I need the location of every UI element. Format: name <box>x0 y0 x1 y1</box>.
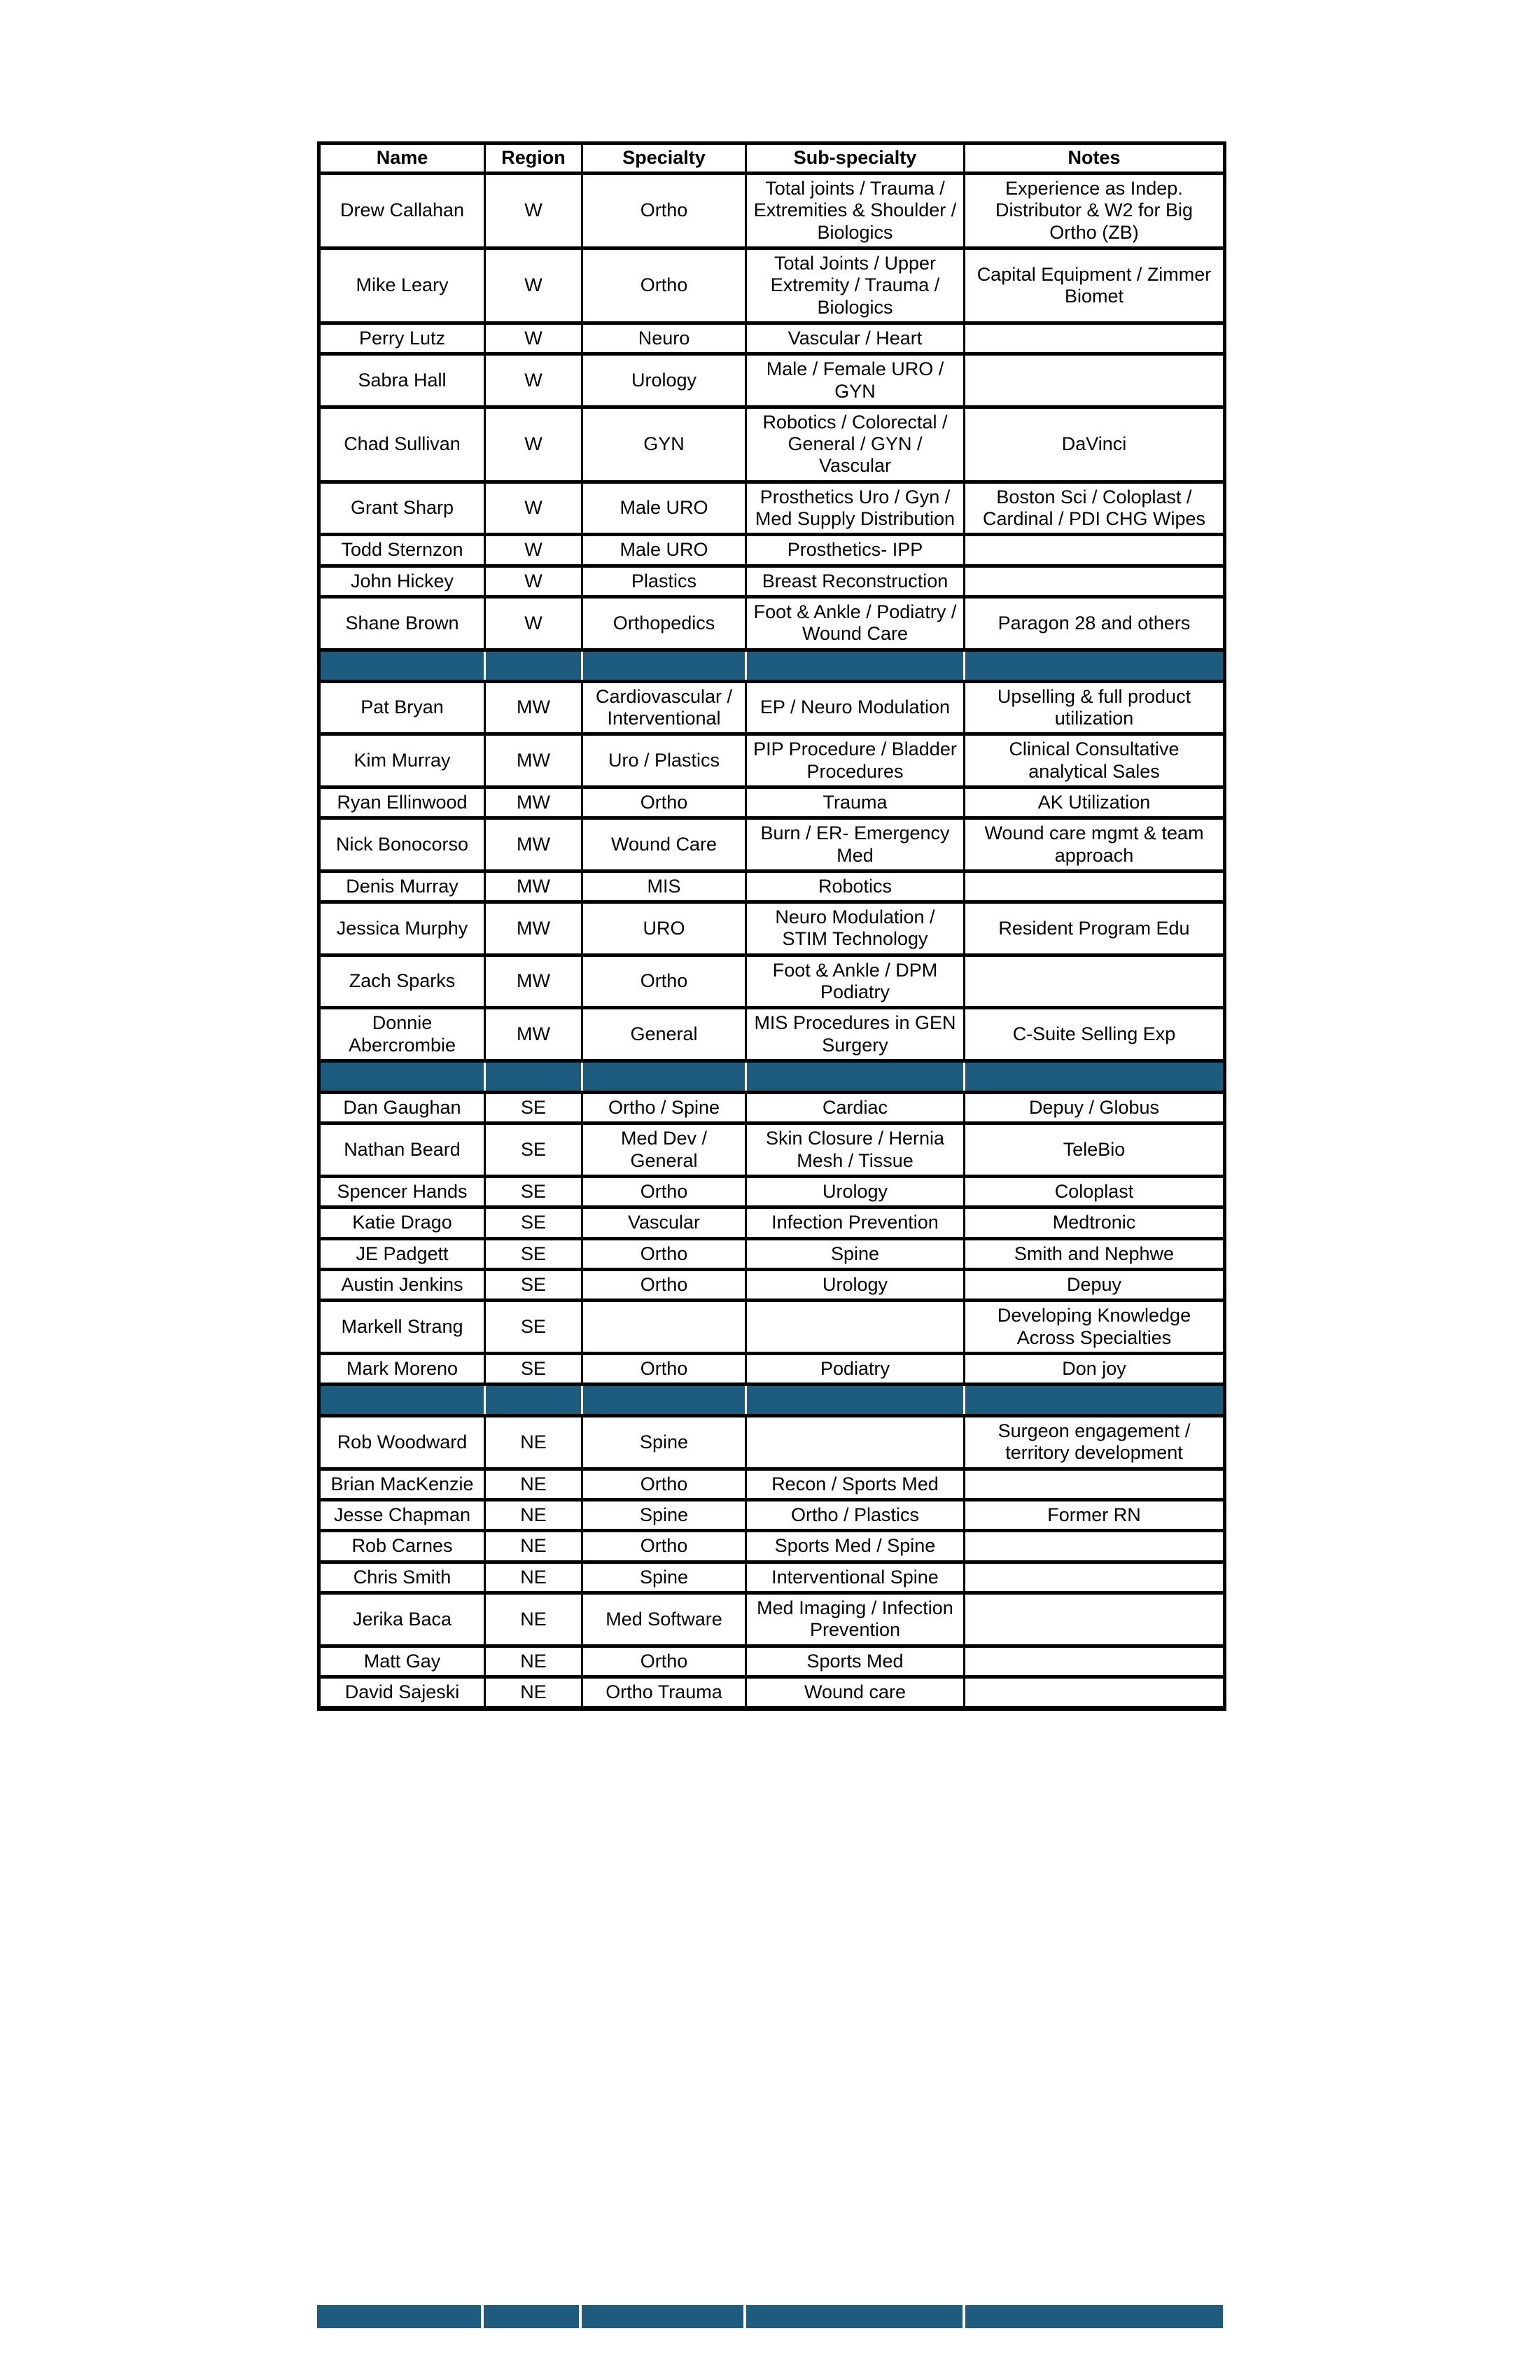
divider-cell <box>746 1061 965 1093</box>
cell-specialty: Ortho <box>582 1238 746 1269</box>
cell-specialty: Wound Care <box>582 818 746 872</box>
cell-name: Mike Leary <box>319 248 485 323</box>
cell-name: Todd Sternzon <box>319 535 485 566</box>
cell-region: W <box>485 535 582 566</box>
cell-sub-specialty: Vascular / Heart <box>746 323 965 354</box>
cell-region: W <box>485 323 582 354</box>
cell-sub-specialty: Spine <box>746 1238 965 1269</box>
cell-notes <box>965 1646 1225 1676</box>
cell-specialty: URO <box>582 902 746 955</box>
cell-sub-specialty: Foot & Ankle / DPM Podiatry <box>746 955 965 1008</box>
cell-notes: C-Suite Selling Exp <box>965 1008 1225 1061</box>
column-header-region: Region <box>485 144 582 174</box>
divider-cell <box>485 1061 582 1093</box>
cell-sub-specialty: Trauma <box>746 787 965 818</box>
cell-region: NE <box>485 1676 582 1708</box>
divider-cell <box>582 1061 746 1093</box>
cell-name: Sabra Hall <box>319 354 485 407</box>
table-row <box>319 354 1225 407</box>
cell-notes <box>965 1676 1225 1708</box>
cell-specialty: Cardiovascular / Interventional <box>582 681 746 734</box>
cell-sub-specialty: Foot & Ankle / Podiatry / Wound Care <box>746 597 965 650</box>
table-row <box>319 1124 1225 1177</box>
cell-specialty: Ortho <box>582 1176 746 1207</box>
cell-notes: TeleBio <box>965 1124 1225 1177</box>
table-row <box>319 1646 1225 1676</box>
cell-specialty: Ortho <box>582 1353 746 1384</box>
cell-sub-specialty: Ortho / Plastics <box>746 1500 965 1531</box>
divider-cell <box>319 650 485 681</box>
cell-region: NE <box>485 1416 582 1469</box>
cell-name: Ryan Ellinwood <box>319 787 485 818</box>
table-row <box>319 1562 1225 1592</box>
cell-notes <box>965 871 1225 902</box>
cell-name: Grant Sharp <box>319 482 485 535</box>
cell-sub-specialty: Total joints / Trauma / Extremities & Shoulder / Biologics <box>746 174 965 248</box>
cell-region: NE <box>485 1531 582 1562</box>
cell-name: Dan Gaughan <box>319 1093 485 1124</box>
cell-notes <box>965 1531 1225 1562</box>
cell-notes <box>965 1469 1225 1499</box>
cell-specialty: Neuro <box>582 323 746 354</box>
cell-region: W <box>485 482 582 535</box>
cell-notes <box>965 955 1225 1008</box>
column-header-name: Name <box>319 144 485 174</box>
table-row <box>319 1353 1225 1384</box>
cell-specialty: Ortho <box>582 1531 746 1562</box>
roster-table <box>317 141 1226 1711</box>
cell-name: Jerika Baca <box>319 1593 485 1646</box>
cell-name: JE Padgett <box>319 1238 485 1269</box>
cell-sub-specialty: Urology <box>746 1269 965 1300</box>
cell-sub-specialty: Breast Reconstruction <box>746 566 965 596</box>
cell-notes: Wound care mgmt & team approach <box>965 818 1225 872</box>
cell-sub-specialty: Infection Prevention <box>746 1208 965 1238</box>
table-row <box>319 818 1225 872</box>
cell-name: Shane Brown <box>319 597 485 650</box>
table-row <box>319 535 1225 566</box>
divider-cell <box>319 1385 485 1416</box>
cell-name: Chris Smith <box>319 1562 485 1592</box>
cell-sub-specialty: Cardiac <box>746 1093 965 1124</box>
cell-sub-specialty: Recon / Sports Med <box>746 1469 965 1499</box>
cell-specialty: Med Software <box>582 1593 746 1646</box>
cell-region: MW <box>485 902 582 955</box>
divider-segment <box>746 2305 962 2328</box>
table-row <box>319 566 1225 596</box>
cell-region: NE <box>485 1562 582 1592</box>
cell-specialty: Med Dev / General <box>582 1124 746 1177</box>
divider-segment <box>484 2305 579 2328</box>
divider-cell <box>319 1061 485 1093</box>
table-row <box>319 597 1225 650</box>
section-divider-row <box>319 650 1225 681</box>
cell-name: Katie Drago <box>319 1208 485 1238</box>
cell-name: Kim Murray <box>319 734 485 788</box>
cell-specialty: Ortho <box>582 787 746 818</box>
bottom-section-divider-bar <box>317 2305 1223 2328</box>
column-header-notes: Notes <box>965 144 1225 174</box>
cell-sub-specialty: EP / Neuro Modulation <box>746 681 965 734</box>
header-row <box>319 144 1225 174</box>
cell-notes: DaVinci <box>965 407 1225 482</box>
cell-region: SE <box>485 1208 582 1238</box>
cell-sub-specialty: Podiatry <box>746 1353 965 1384</box>
cell-region: MW <box>485 681 582 734</box>
cell-specialty <box>582 1301 746 1354</box>
cell-name: Brian MacKenzie <box>319 1469 485 1499</box>
cell-name: Austin Jenkins <box>319 1269 485 1300</box>
divider-segment <box>965 2305 1223 2328</box>
cell-name: Nick Bonocorso <box>319 818 485 872</box>
divider-cell <box>965 650 1225 681</box>
divider-cell <box>965 1385 1225 1416</box>
cell-notes: Coloplast <box>965 1176 1225 1207</box>
cell-notes: AK Utilization <box>965 787 1225 818</box>
cell-sub-specialty: Prosthetics Uro / Gyn / Med Supply Distribution <box>746 482 965 535</box>
cell-region: MW <box>485 818 582 872</box>
cell-name: Matt Gay <box>319 1646 485 1676</box>
table-row <box>319 407 1225 482</box>
cell-notes: Resident Program Edu <box>965 902 1225 955</box>
table-row <box>319 902 1225 955</box>
cell-name: Donnie Abercrombie <box>319 1008 485 1061</box>
cell-notes: Former RN <box>965 1500 1225 1531</box>
cell-specialty: Plastics <box>582 566 746 596</box>
table-row <box>319 1093 1225 1124</box>
cell-region: MW <box>485 787 582 818</box>
cell-sub-specialty: Total Joints / Upper Extremity / Trauma / Biologics <box>746 248 965 323</box>
cell-region: SE <box>485 1269 582 1300</box>
cell-sub-specialty: Skin Closure / Hernia Mesh / Tissue <box>746 1124 965 1177</box>
cell-sub-specialty <box>746 1301 965 1354</box>
cell-specialty: Ortho <box>582 1469 746 1499</box>
cell-specialty: Ortho <box>582 1646 746 1676</box>
cell-sub-specialty: Prosthetics- IPP <box>746 535 965 566</box>
table-row <box>319 1208 1225 1238</box>
cell-sub-specialty: Urology <box>746 1176 965 1207</box>
cell-sub-specialty: Robotics <box>746 871 965 902</box>
cell-sub-specialty: Sports Med <box>746 1646 965 1676</box>
cell-notes <box>965 535 1225 566</box>
table-row <box>319 1269 1225 1300</box>
cell-name: David Sajeski <box>319 1676 485 1708</box>
cell-name: Drew Callahan <box>319 174 485 248</box>
cell-notes: Boston Sci / Coloplast / Cardinal / PDI CHG Wipes <box>965 482 1225 535</box>
cell-notes <box>965 354 1225 407</box>
cell-name: Rob Carnes <box>319 1531 485 1562</box>
cell-sub-specialty: Burn / ER- Emergency Med <box>746 818 965 872</box>
cell-sub-specialty: PIP Procedure / Bladder Procedures <box>746 734 965 788</box>
cell-notes: Paragon 28 and others <box>965 597 1225 650</box>
cell-region: W <box>485 354 582 407</box>
table-row <box>319 734 1225 788</box>
cell-region: NE <box>485 1593 582 1646</box>
table-row <box>319 482 1225 535</box>
cell-region: SE <box>485 1353 582 1384</box>
cell-specialty: Urology <box>582 354 746 407</box>
divider-segment <box>582 2305 743 2328</box>
column-header-sub-specialty: Sub-specialty <box>746 144 965 174</box>
table-row <box>319 1469 1225 1499</box>
cell-name: Jessica Murphy <box>319 902 485 955</box>
table-body <box>319 174 1225 1709</box>
cell-notes <box>965 323 1225 354</box>
cell-specialty: Ortho Trauma <box>582 1676 746 1708</box>
cell-region: SE <box>485 1124 582 1177</box>
table-row <box>319 1593 1225 1646</box>
cell-specialty: MIS <box>582 871 746 902</box>
cell-region: W <box>485 248 582 323</box>
table-row <box>319 1301 1225 1354</box>
divider-cell <box>746 650 965 681</box>
cell-notes: Don joy <box>965 1353 1225 1384</box>
cell-notes: Experience as Indep. Distributor & W2 for Big Ortho (ZB) <box>965 174 1225 248</box>
cell-sub-specialty <box>746 1416 965 1469</box>
cell-region: NE <box>485 1500 582 1531</box>
cell-region: MW <box>485 955 582 1008</box>
cell-sub-specialty: MIS Procedures in GEN Surgery <box>746 1008 965 1061</box>
cell-name: Chad Sullivan <box>319 407 485 482</box>
cell-notes: Clinical Consultative analytical Sales <box>965 734 1225 788</box>
divider-cell <box>965 1061 1225 1093</box>
cell-sub-specialty: Neuro Modulation / STIM Technology <box>746 902 965 955</box>
cell-specialty: Spine <box>582 1416 746 1469</box>
cell-name: Markell Strang <box>319 1301 485 1354</box>
divider-cell <box>582 1385 746 1416</box>
table-row <box>319 1676 1225 1708</box>
cell-specialty: Orthopedics <box>582 597 746 650</box>
divider-cell <box>485 650 582 681</box>
cell-region: NE <box>485 1646 582 1676</box>
cell-name: Denis Murray <box>319 871 485 902</box>
cell-notes <box>965 566 1225 596</box>
table-row <box>319 871 1225 902</box>
section-divider-row <box>319 1061 1225 1093</box>
cell-notes: Smith and Nephwe <box>965 1238 1225 1269</box>
divider-segment <box>317 2305 481 2328</box>
cell-name: Spencer Hands <box>319 1176 485 1207</box>
cell-region: W <box>485 174 582 248</box>
cell-specialty: Ortho / Spine <box>582 1093 746 1124</box>
cell-notes: Developing Knowledge Across Specialties <box>965 1301 1225 1354</box>
table-row <box>319 1238 1225 1269</box>
cell-specialty: Ortho <box>582 248 746 323</box>
cell-region: W <box>485 566 582 596</box>
cell-region: SE <box>485 1176 582 1207</box>
divider-cell <box>582 650 746 681</box>
cell-specialty: Vascular <box>582 1208 746 1238</box>
cell-region: W <box>485 597 582 650</box>
table-row <box>319 323 1225 354</box>
divider-cell <box>746 1385 965 1416</box>
cell-name: Nathan Beard <box>319 1124 485 1177</box>
table-row <box>319 1008 1225 1061</box>
table-row <box>319 1416 1225 1469</box>
cell-name: Zach Sparks <box>319 955 485 1008</box>
cell-specialty: Uro / Plastics <box>582 734 746 788</box>
cell-region: NE <box>485 1469 582 1499</box>
cell-name: Mark Moreno <box>319 1353 485 1384</box>
table-row <box>319 787 1225 818</box>
cell-region: SE <box>485 1238 582 1269</box>
table-row <box>319 248 1225 323</box>
cell-specialty: Ortho <box>582 174 746 248</box>
cell-region: MW <box>485 734 582 788</box>
table-row <box>319 681 1225 734</box>
cell-sub-specialty: Interventional Spine <box>746 1562 965 1592</box>
cell-name: Jesse Chapman <box>319 1500 485 1531</box>
cell-sub-specialty: Sports Med / Spine <box>746 1531 965 1562</box>
table-row <box>319 1500 1225 1531</box>
cell-specialty: Ortho <box>582 955 746 1008</box>
table-row <box>319 1176 1225 1207</box>
cell-sub-specialty: Robotics / Colorectal / General / GYN / Vascular <box>746 407 965 482</box>
cell-region: W <box>485 407 582 482</box>
cell-specialty: GYN <box>582 407 746 482</box>
column-header-specialty: Specialty <box>582 144 746 174</box>
cell-name: John Hickey <box>319 566 485 596</box>
table-row <box>319 174 1225 248</box>
table-row <box>319 1531 1225 1562</box>
cell-sub-specialty: Male / Female URO / GYN <box>746 354 965 407</box>
cell-region: MW <box>485 871 582 902</box>
cell-specialty: Spine <box>582 1562 746 1592</box>
cell-specialty: Male URO <box>582 535 746 566</box>
cell-notes: Depuy <box>965 1269 1225 1300</box>
cell-region: SE <box>485 1093 582 1124</box>
cell-name: Pat Bryan <box>319 681 485 734</box>
section-divider-row <box>319 1385 1225 1416</box>
table-row <box>319 955 1225 1008</box>
cell-region: SE <box>485 1301 582 1354</box>
cell-notes: Upselling & full product utilization <box>965 681 1225 734</box>
cell-specialty: Spine <box>582 1500 746 1531</box>
cell-notes <box>965 1593 1225 1646</box>
cell-sub-specialty: Med Imaging / Infection Prevention <box>746 1593 965 1646</box>
cell-specialty: Ortho <box>582 1269 746 1300</box>
cell-notes: Depuy / Globus <box>965 1093 1225 1124</box>
cell-region: MW <box>485 1008 582 1061</box>
cell-specialty: Male URO <box>582 482 746 535</box>
table-header <box>319 144 1225 174</box>
cell-name: Perry Lutz <box>319 323 485 354</box>
cell-notes: Surgeon engagement / territory development <box>965 1416 1225 1469</box>
divider-cell <box>485 1385 582 1416</box>
cell-sub-specialty: Wound care <box>746 1676 965 1708</box>
cell-notes: Medtronic <box>965 1208 1225 1238</box>
cell-notes: Capital Equipment / Zimmer Biomet <box>965 248 1225 323</box>
cell-notes <box>965 1562 1225 1592</box>
cell-specialty: General <box>582 1008 746 1061</box>
cell-name: Rob Woodward <box>319 1416 485 1469</box>
